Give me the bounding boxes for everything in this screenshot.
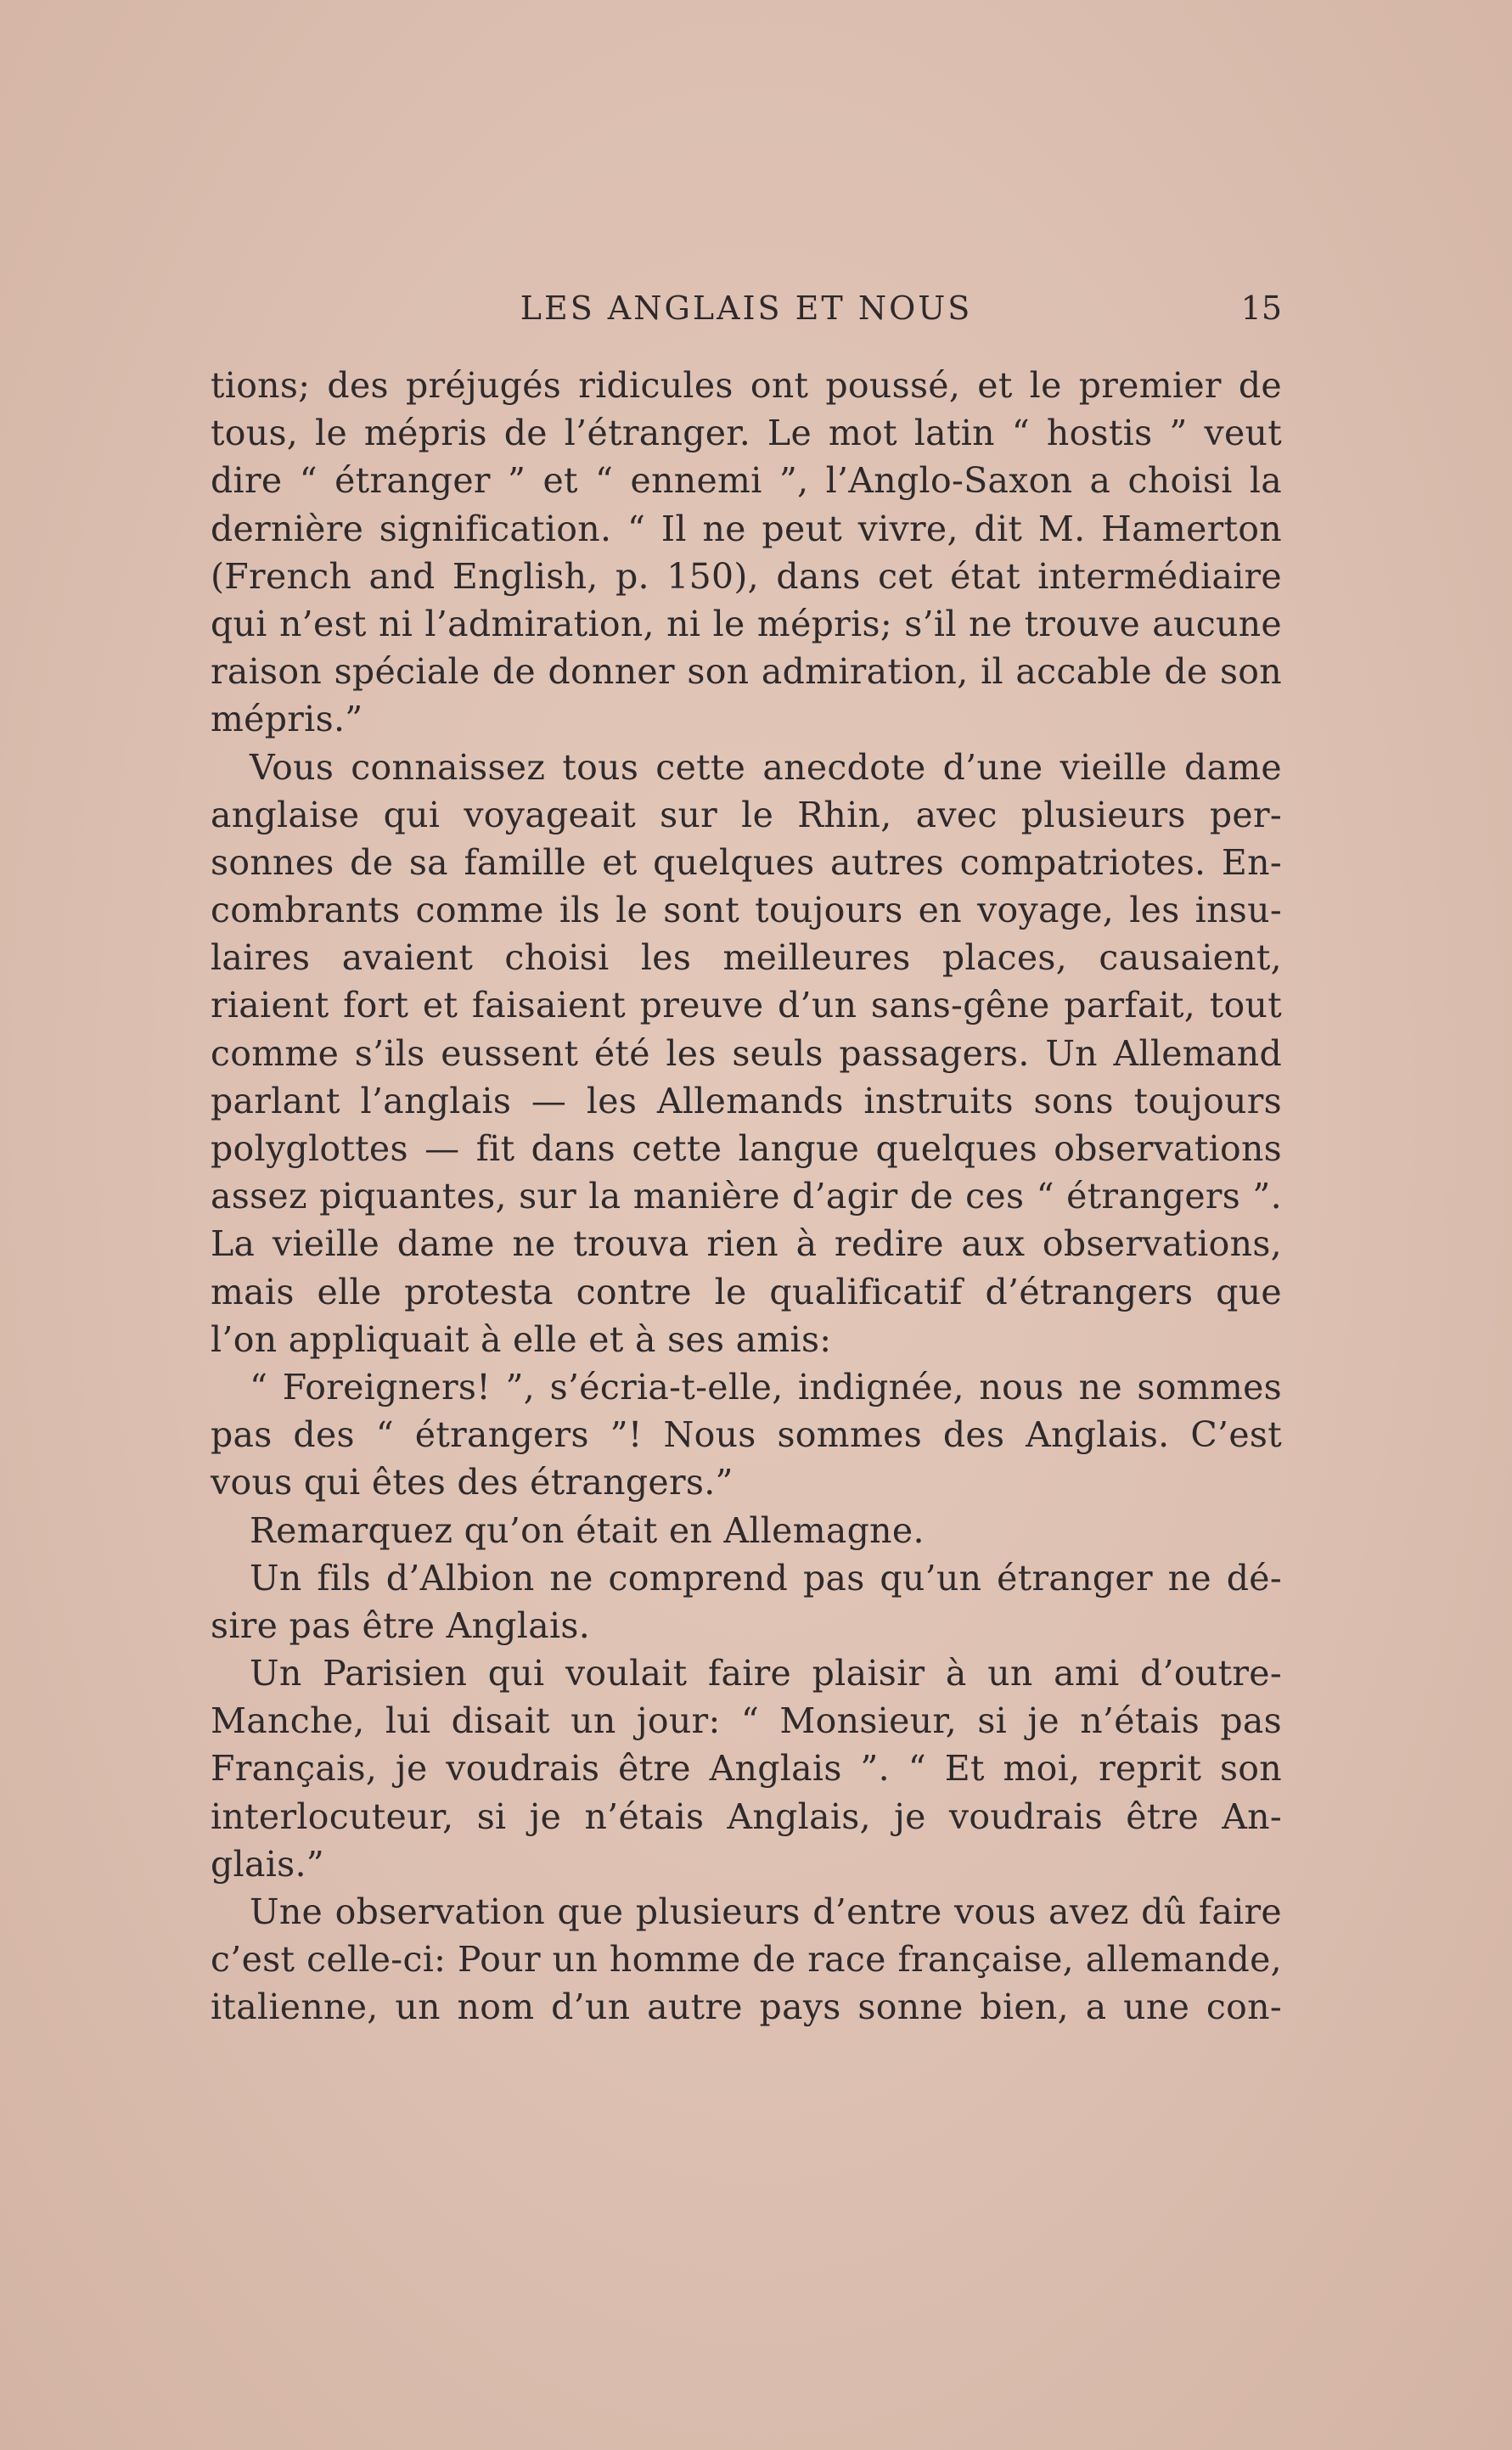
text-line: La vieille dame ne trouva rien à redire aux observations, [211, 1223, 1282, 1265]
running-title: LES ANGLAIS ET NOUS [520, 289, 973, 327]
text-line: Un fils d’Albion ne comprend pas qu’un étranger ne dé- [250, 1557, 1282, 1599]
text-line: Remarquez qu’on était en Allemagne. [250, 1509, 925, 1551]
text-line: Vous connaissez tous cette anecdote d’une vieille dame [250, 746, 1282, 788]
page-header [211, 284, 1282, 332]
text-line: assez piquantes, sur la manière d’agir de ces “ étrangers ”. [211, 1176, 1282, 1217]
text-line: Un Parisien qui voulait faire plaisir à un ami d’outre- [250, 1653, 1282, 1694]
text-line: Manche, lui disait un jour: “ Monsieur, si je n’étais pas [211, 1700, 1282, 1742]
text-line: raison spéciale de donner son admiration, il accable de son [211, 651, 1282, 693]
text-line: tous, le mépris de l’étranger. Le mot latin “ hostis ” veut [211, 413, 1282, 454]
body-text [211, 362, 1282, 2031]
text-line: (French and English, p. 150), dans cet état intermédiaire [211, 555, 1282, 597]
text-line: combrants comme ils le sont toujours en voyage, les insu- [211, 890, 1282, 931]
text-line: italienne, un nom d’un autre pays sonne bien, a une con- [211, 1986, 1282, 2028]
text-line: dire “ étranger ” et “ ennemi ”, l’Anglo-Saxon a choisi la [211, 460, 1282, 502]
text-line: laires avaient choisi les meilleures places, causaient, [211, 937, 1282, 979]
text-line: qui n’est ni l’admiration, ni le mépris; s’il ne trouve aucune [211, 603, 1282, 644]
text-line: sire pas être Anglais. [211, 1604, 591, 1646]
page-number: 15 [1240, 289, 1282, 327]
text-line: sonnes de sa famille et quelques autres compatriotes. En- [211, 841, 1282, 883]
text-line: pas des “ étrangers ”! Nous sommes des Anglais. C’est [211, 1414, 1282, 1456]
text-line: mais elle protesta contre le qualificatif d’étrangers que [211, 1271, 1282, 1312]
text-line: polyglottes — fit dans cette langue quelques observations [211, 1128, 1282, 1169]
text-line: “ Foreigners! ”, s’écria-t-elle, indignée, nous ne sommes [250, 1366, 1282, 1408]
text-line: l’on appliquait à elle et à ses amis: [211, 1318, 832, 1360]
text-line: mépris.” [211, 699, 363, 740]
text-line: parlant l’anglais — les Allemands instruits sons toujours [211, 1080, 1282, 1121]
text-line: comme s’ils eussent été les seuls passagers. Un Allemand [211, 1032, 1282, 1074]
text-line: dernière signification. “ Il ne peut vivre, dit M. Hamerton [211, 508, 1282, 549]
text-line: interlocuteur, si je n’étais Anglais, je voudrais être An- [211, 1795, 1282, 1837]
text-line: tions; des préjugés ridicules ont poussé, et le premier de [211, 365, 1282, 406]
text-line: riaient fort et faisaient preuve d’un sans-gêne parfait, tout [211, 985, 1282, 1026]
text-line: Français, je voudrais être Anglais ”. “ Et moi, reprit son [211, 1748, 1282, 1790]
text-line: glais.” [211, 1843, 325, 1885]
text-line: anglaise qui voyageait sur le Rhin, avec plusieurs per- [211, 794, 1282, 835]
text-line: c’est celle-ci: Pour un homme de race française, allemande, [211, 1939, 1282, 1981]
text-line: vous qui êtes des étrangers.” [211, 1462, 734, 1503]
text-line: Une observation que plusieurs d’entre vous avez dû faire [250, 1891, 1282, 1932]
